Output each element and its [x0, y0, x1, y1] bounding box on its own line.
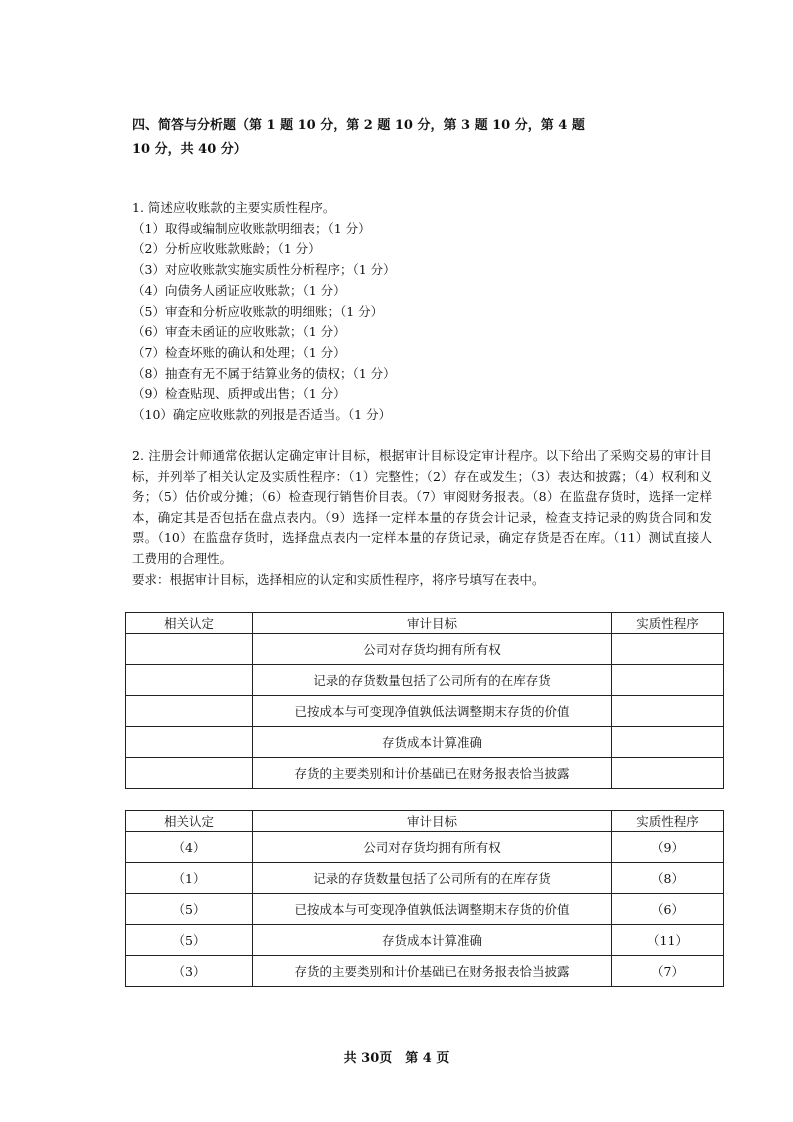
filled-answer-table [125, 810, 724, 987]
header-procedure: 实质性程序 [612, 811, 724, 832]
cell-objective: 存货的主要类别和计价基础已在财务报表恰当披露 [253, 956, 612, 987]
question-1-prompt: 1. 简述应收账款的主要实质性程序。 [132, 200, 336, 215]
table-row [126, 863, 724, 894]
section-title: 四、简答与分析题（第 1 题 10 分，第 2 题 10 分，第 3 题 10 分，第 4 题 10 分，共 40 分） [132, 118, 585, 157]
cell-objective: 已按成本与可变现净值孰低法调整期末存货的价值 [253, 696, 612, 727]
table-header-row [126, 811, 724, 832]
question-2-requirement: 要求：根据审计目标，选择相应的认定和实质性程序，将序号填写在表中。 [132, 571, 545, 587]
cell-procedure: （11） [612, 925, 724, 956]
header-audit-objective: 审计目标 [253, 613, 612, 634]
cell-objective: 存货成本计算准确 [253, 727, 612, 758]
cell-objective: 存货的主要类别和计价基础已在财务报表恰当披露 [253, 758, 612, 789]
cell-procedure: （9） [612, 832, 724, 863]
cell-assertion: （3） [126, 956, 253, 987]
cell-procedure: （8） [612, 863, 724, 894]
table-row [126, 696, 724, 727]
cell-procedure: （6） [612, 894, 724, 925]
cell-assertion: （1） [126, 863, 253, 894]
cell-assertion [126, 758, 253, 789]
answer-item: （8）抽查有无不属于结算业务的债权；（1 分） [132, 365, 396, 381]
table-row [126, 727, 724, 758]
cell-assertion [126, 696, 253, 727]
table-row [126, 925, 724, 956]
cell-assertion [126, 665, 253, 696]
question-2-paragraph: 2. 注册会计师通常依据认定确定审计目标，根据审计目标设定审计程序。以下给出了采购交易的审计目标，并列举了相关认定及实质性程序：（1）完整性；（2）存在或发生；（3）表达和披露；（4）权利和义务；（5）估价或分摊；（6）检查现行销售价目表。（7）审阅财务报表。（8）在监盘存货时，选择一定样本，确定其是否包括在盘点表内。（9）选择一定样本量的存货会计记录，检查支持记录的购货合同和发票。（10）在监盘存货时，选择盘点表内一定样本量的存货记录，确定存货是否在库。（11）测试直接人工费用的合理性。 [132, 448, 712, 566]
cell-procedure [612, 727, 724, 758]
answer-item: （1）取得或编制应收账款明细表；（1 分） [132, 220, 371, 236]
table-row [126, 634, 724, 665]
cell-procedure [612, 696, 724, 727]
table-row [126, 665, 724, 696]
header-audit-objective: 审计目标 [253, 811, 612, 832]
cell-procedure [612, 758, 724, 789]
answer-item: （5）审查和分析应收账款的明细账；（1 分） [132, 303, 384, 319]
cell-assertion [126, 634, 253, 665]
cell-assertion: （5） [126, 925, 253, 956]
header-assertion: 相关认定 [126, 811, 253, 832]
cell-assertion: （4） [126, 832, 253, 863]
cell-procedure [612, 634, 724, 665]
cell-objective: 记录的存货数量包括了公司所有的在库存货 [253, 665, 612, 696]
table-row [126, 894, 724, 925]
cell-assertion: （5） [126, 894, 253, 925]
table-row [126, 832, 724, 863]
answer-item: （3）对应收账款实施实质性分析程序；（1 分） [132, 262, 396, 278]
answer-item: （4）向债务人函证应收账款；（1 分） [132, 282, 346, 298]
table-row [126, 956, 724, 987]
table-header-row [126, 613, 724, 634]
page-footer: 共 30页 第 4 页 [343, 1051, 450, 1066]
answer-item: （2）分析应收账款账龄；（1 分） [132, 241, 321, 257]
question-2 [132, 446, 712, 590]
cell-objective: 已按成本与可变现净值孰低法调整期末存货的价值 [253, 894, 612, 925]
cell-objective: 记录的存货数量包括了公司所有的在库存货 [253, 863, 612, 894]
question-1 [132, 198, 396, 426]
cell-objective: 存货成本计算准确 [253, 925, 612, 956]
cell-objective: 公司对存货均拥有所有权 [253, 832, 612, 863]
header-procedure: 实质性程序 [612, 613, 724, 634]
blank-answer-table [125, 612, 724, 789]
cell-objective: 公司对存货均拥有所有权 [253, 634, 612, 665]
header-assertion: 相关认定 [126, 613, 253, 634]
answer-item: （7）检查坏账的确认和处理；（1 分） [132, 344, 346, 360]
cell-procedure [612, 665, 724, 696]
answer-item: （9）检查贴现、质押或出售；（1 分） [132, 386, 346, 402]
answer-item: （6）审查未函证的应收账款；（1 分） [132, 324, 346, 340]
table-row [126, 758, 724, 789]
answer-item: （10）确定应收账款的列报是否适当。（1 分） [132, 407, 392, 423]
cell-assertion [126, 727, 253, 758]
cell-procedure: （7） [612, 956, 724, 987]
